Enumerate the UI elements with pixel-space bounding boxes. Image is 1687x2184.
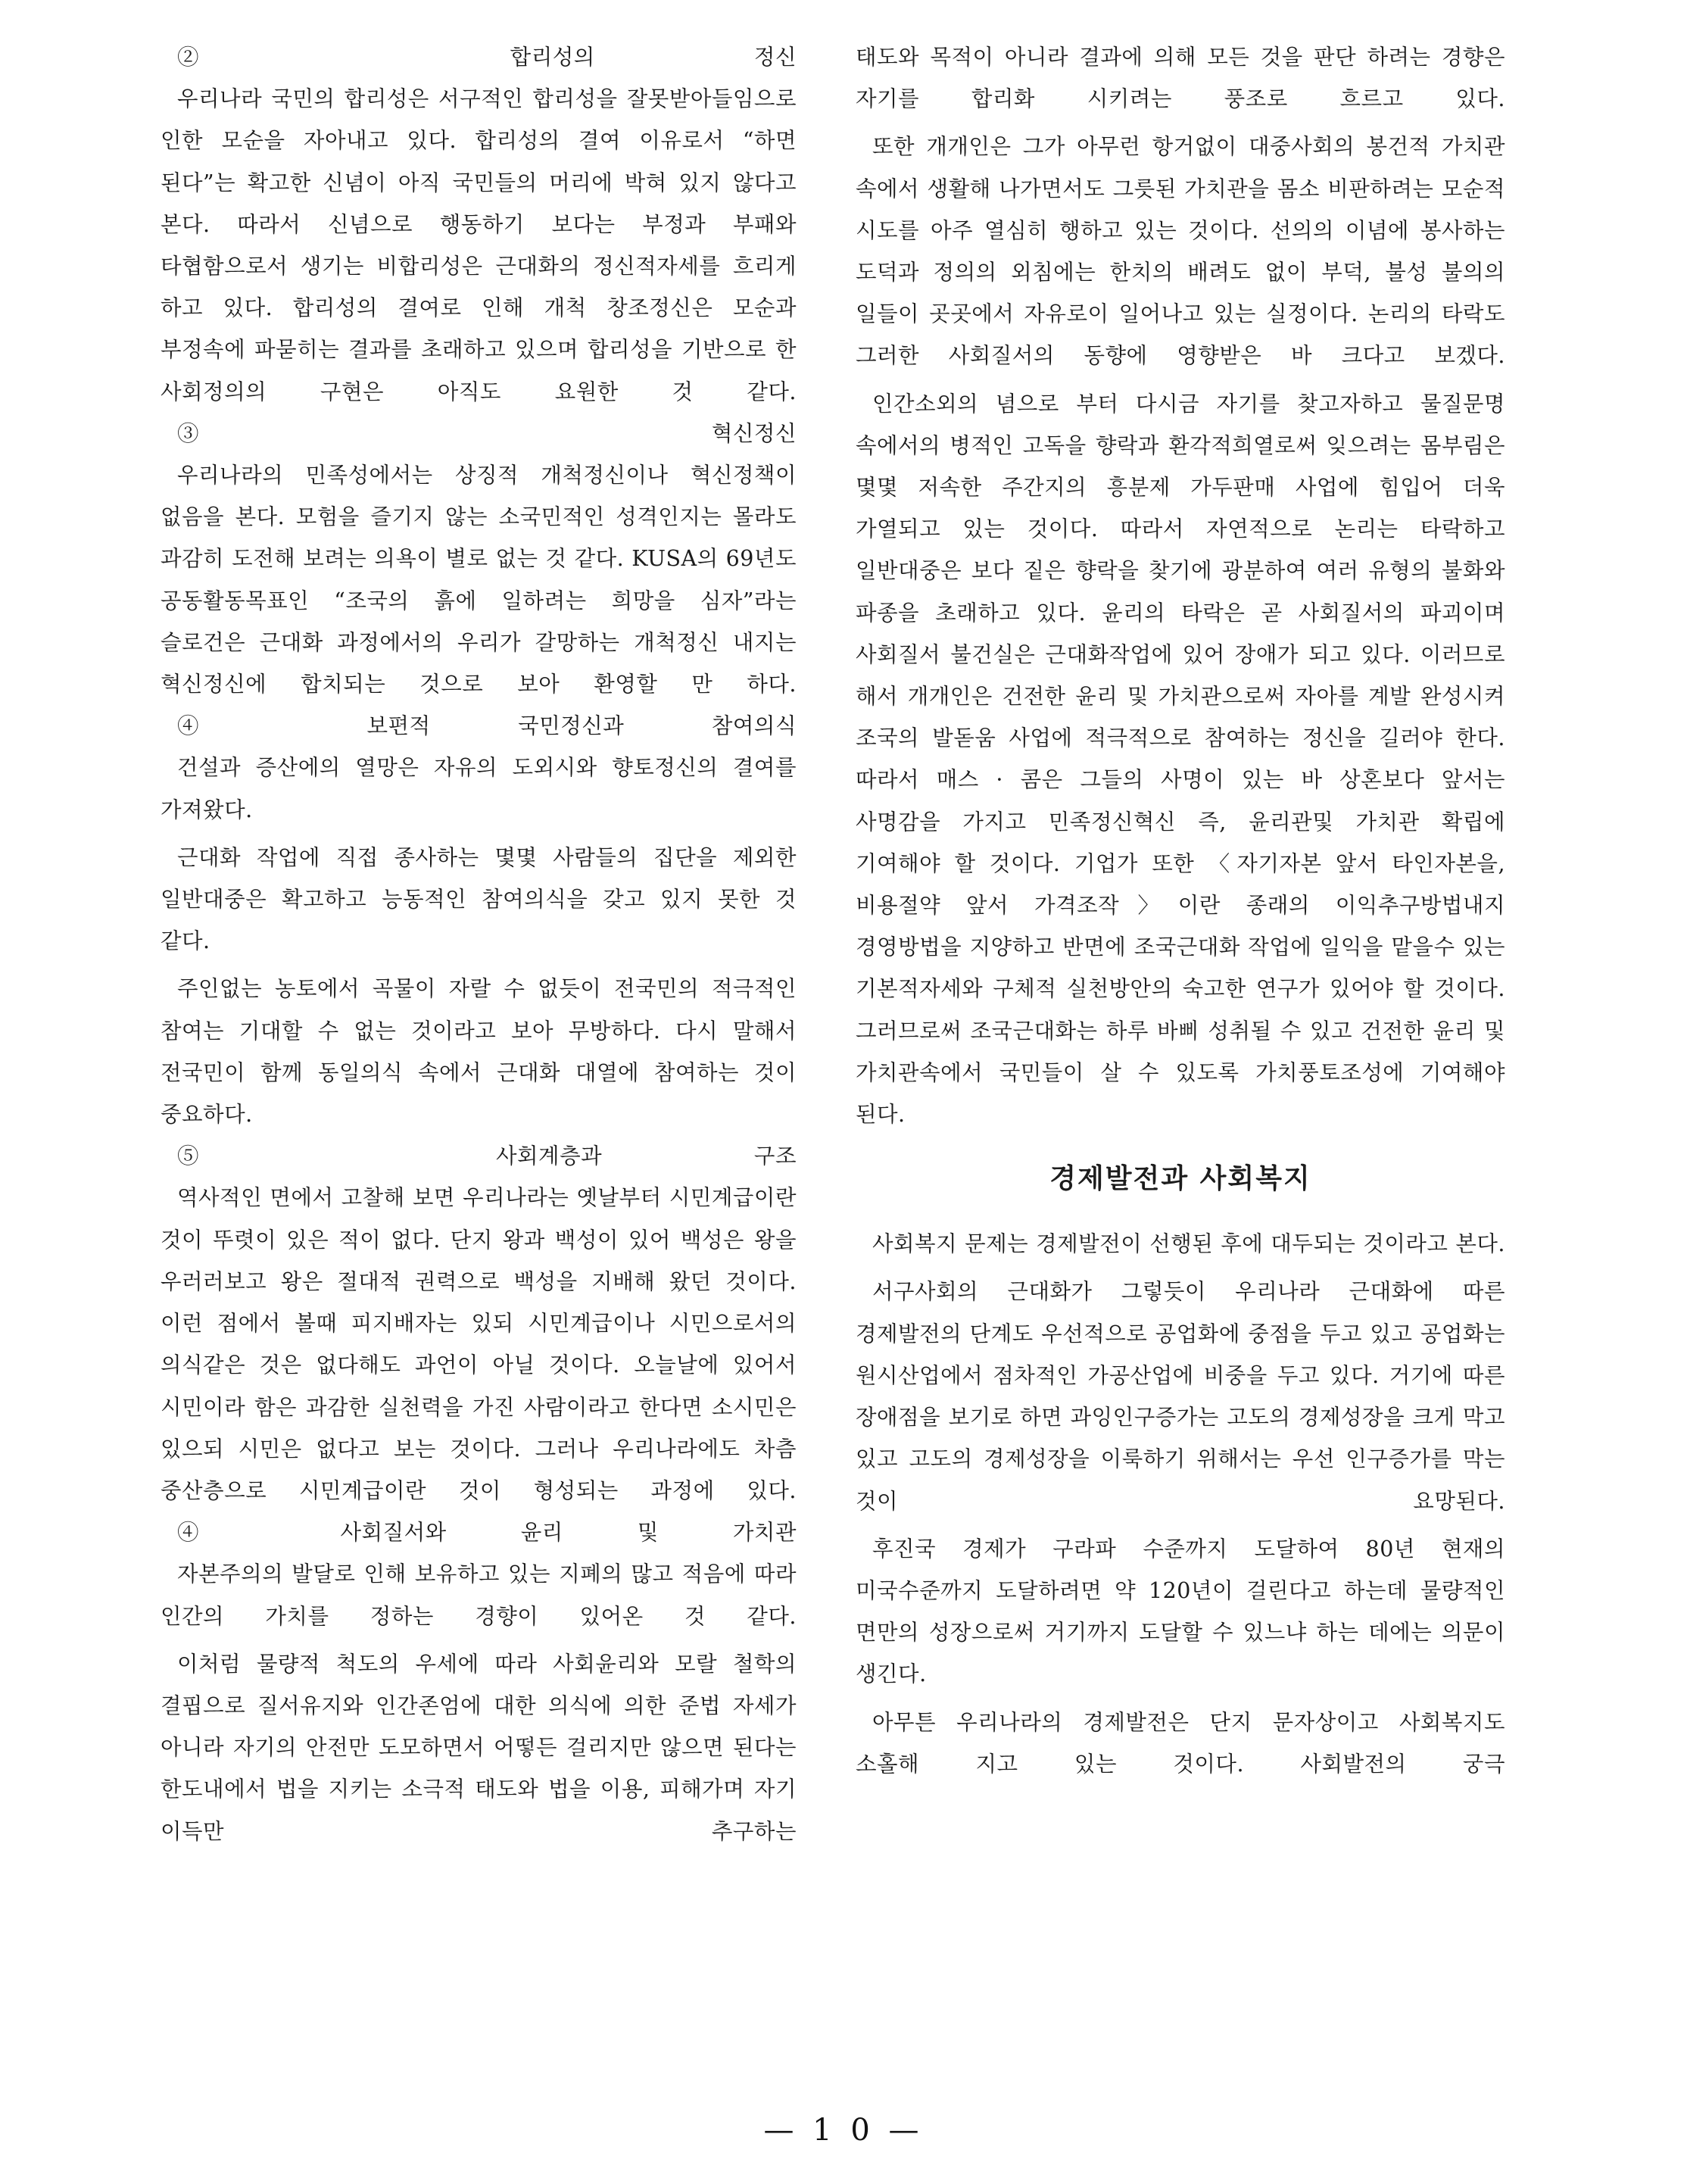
paragraph: 또한 개개인은 그가 아무런 항거없이 대중사회의 봉건적 가치관 속에서 생활해 나가면서도 그릇된 가치관을 몸소 비판하려는 모순적 시도를 아주 열심히 행하고 있는 것이다. 선의의 이념에 봉사하는 도덕과 정의의 외침에는 한치의 배려도 없이 부덕, 불성 불의의 일들이 곳곳에서 자유로이 일어나고 있는 실정이다. 논리의 타락도 그러한 사회질서의 동향에 영향받은 바 크다고 보겠다. [856, 134, 1505, 369]
paragraph-continued: 태도와 목적이 아니라 결과에 의해 모든 것을 판단 하려는 경향은 자기를 합리화 시키려는 풍조로 흐르고 있다. [856, 45, 1505, 112]
right-column [856, 36, 1505, 1785]
subheading-rationality: ② 합리성의 정신 [177, 45, 797, 70]
subheading-participation: ④ 보편적 국민정신과 참여의식 [177, 713, 797, 739]
section-title: 경제발전과 사회복지 [1049, 1163, 1311, 1195]
paragraph: 후진국 경제가 구라파 수준까지 도달하여 80년 현재의 미국수준까지 도달하려면 약 120년이 걸린다고 하는데 물량적인 면만의 성장으로써 거기까지 도달할 수 있느냐 하는 데에는 의문이 생긴다. [856, 1536, 1505, 1687]
paragraph: 인간소외의 념으로 부터 다시금 자기를 찾고자하고 물질문명 속에서의 병적인 고독을 향락과 환각적희열로써 잊으려는 몸부림은 몇몇 저속한 주간지의 흥분제 가두판매 사업에 힘입어 더욱 가열되고 있는 것이다. 따라서 자연적으로 논리는 타락하고 일반대중은 보다 짙은 향락을 찾기에 광분하여 여러 유형의 불화와 파종을 초래하고 있다. 윤리의 타락은 곧 사회질서의 파괴이며 사회질서 불건실은 근대화작업에 있어 장애가 되고 있다. 이러므로 해서 개개인은 건전한 윤리 및 가치관으로써 자아를 계발 완성시켜 조국의 발돋움 사업에 적극적으로 참여하는 정신을 길러야 한다. 따라서 매스 · 콤은 그들의 사명이 있는 바 상혼보다 앞서는 사명감을 가지고 민족정신혁신 즉, 윤리관및 가치관 확립에 기여해야 할 것이다. 기업가 또한 〈자기자본 앞서 타인자본을, 비용절약 앞서 가격조작〉이란 종래의 이익추구방법내지 경영방법을 지양하고 반면에 조국근대화 작업에 일익을 맡을수 있는 기본적자세와 구체적 실천방안의 숙고한 연구가 있어야 할 것이다. 그러므로써 조국근대화는 하루 바삐 성취될 수 있고 건전한 윤리 및 가치관속에서 국민들이 살 수 있도록 가치풍토조성에 기여해야 된다. [856, 391, 1505, 1128]
paragraph: 주인없는 농토에서 곡물이 자랄 수 없듯이 전국민의 적극적인 참여는 기대할 수 없는 것이라고 보아 무방하다. 다시 말해서 전국민이 함께 동일의식 속에서 근대화 대열에 참여하는 것이 중요하다. [161, 976, 797, 1128]
paragraph: 사회복지 문제는 경제발전이 선행된 후에 대두되는 것이라고 본다. [872, 1231, 1505, 1257]
left-column [161, 36, 797, 1852]
paragraph: 건설과 증산에의 열망은 자유의 도외시와 향토정신의 결여를 가져왔다. [161, 755, 797, 822]
paragraph: 우리나라 국민의 합리성은 서구적인 합리성을 잘못받아들임으로 인한 모순을 자아내고 있다. 합리성의 결여 이유로서 “하면 된다”는 확고한 신념이 아직 국민들의 머리에 박혀 있지 않다고 본다. 따라서 신념으로 행동하기 보다는 부정과 부패와 타협함으로서 생기는 비합리성은 근대화의 정신적자세를 흐리게 하고 있다. 합리성의 결여로 인해 개척 창조정신은 모순과 부정속에 파묻히는 결과를 초래하고 있으며 합리성을 기반으로 한 사회정의의 구현은 아직도 요원한 것 같다. [161, 86, 797, 404]
subheading-innovation: ③ 혁신정신 [177, 420, 797, 446]
page-number: — 1 0 — [763, 2113, 924, 2148]
paragraph: 아무튼 우리나라의 경제발전은 단지 문자상이고 사회복지도 소홀해 지고 있는 것이다. 사회발전의 궁극 [856, 1709, 1505, 1777]
paragraph: 자본주의의 발달로 인해 보유하고 있는 지폐의 많고 적음에 따라 인간의 가치를 정하는 경향이 있어온 것 같다. [161, 1562, 797, 1629]
paragraph: 근대화 작업에 직접 종사하는 몇몇 사람들의 집단을 제외한 일반대중은 확고하고 능동적인 참여의식을 갖고 있지 못한 것 같다. [161, 844, 797, 954]
paragraph: 이처럼 물량적 척도의 우세에 따라 사회윤리와 모랄 철학의 결핍으로 질서유지와 인간존엄에 대한 의식에 의한 준법 자세가 아니라 자기의 안전만 도모하면서 어떻든 걸리지만 않으면 된다는 한도내에서 법을 지키는 소극적 태도와 법을 이용, 피해가며 자기 이득만 추구하는 [161, 1651, 797, 1844]
paragraph: 서구사회의 근대화가 그렇듯이 우리나라 근대화에 따른 경제발전의 단계도 우선적으로 공업화에 중점을 두고 있고 공업화는 원시산업에서 점차적인 가공산업에 비중을 두고 있다. 거기에 따른 장애점을 보기로 하면 과잉인구증가는 고도의 경제성장을 크게 막고 있고 고도의 경제성장을 이룩하기 위해서는 우선 인구증가를 막는 것이 요망된다. [856, 1279, 1505, 1514]
paragraph: 우리나라의 민족성에서는 상징적 개척정신이나 혁신정책이 없음을 본다. 모험을 즐기지 않는 소국민적인 성격인지는 몰라도 과감히 도전해 보려는 의욕이 별로 없는 것 같다. KUSA의 69년도 공동활동목표인 “조국의 흙에 일하려는 희망을 심자”라는 슬로건은 근대화 과정에서의 우리가 갈망하는 개척정신 내지는 혁신정신에 합치되는 것으로 보아 환영할 만 하다. [161, 463, 797, 697]
paragraph: 역사적인 면에서 고찰해 보면 우리나라는 옛날부터 시민계급이란 것이 뚜렷이 있은 적이 없다. 단지 왕과 백성이 있어 백성은 왕을 우러러보고 왕은 절대적 권력으로 백성을 지배해 왔던 것이다. 이런 점에서 볼때 피지배자는 있되 시민계급이나 시민으로서의 의식같은 것은 없다해도 과언이 아닐 것이다. 오늘날에 있어서 시민이라 함은 과감한 실천력을 가진 사람이라고 한다면 소시민은 있으되 시민은 없다고 보는 것이다. 그러나 우리나라에도 차츰 중산층으로 시민계급이란 것이 형성되는 과정에 있다. [161, 1185, 797, 1503]
subheading-social-structure: ⑤ 사회계층과 구조 [177, 1143, 797, 1169]
subheading-social-order: ④ 사회질서와 윤리 및 가치관 [177, 1520, 797, 1546]
